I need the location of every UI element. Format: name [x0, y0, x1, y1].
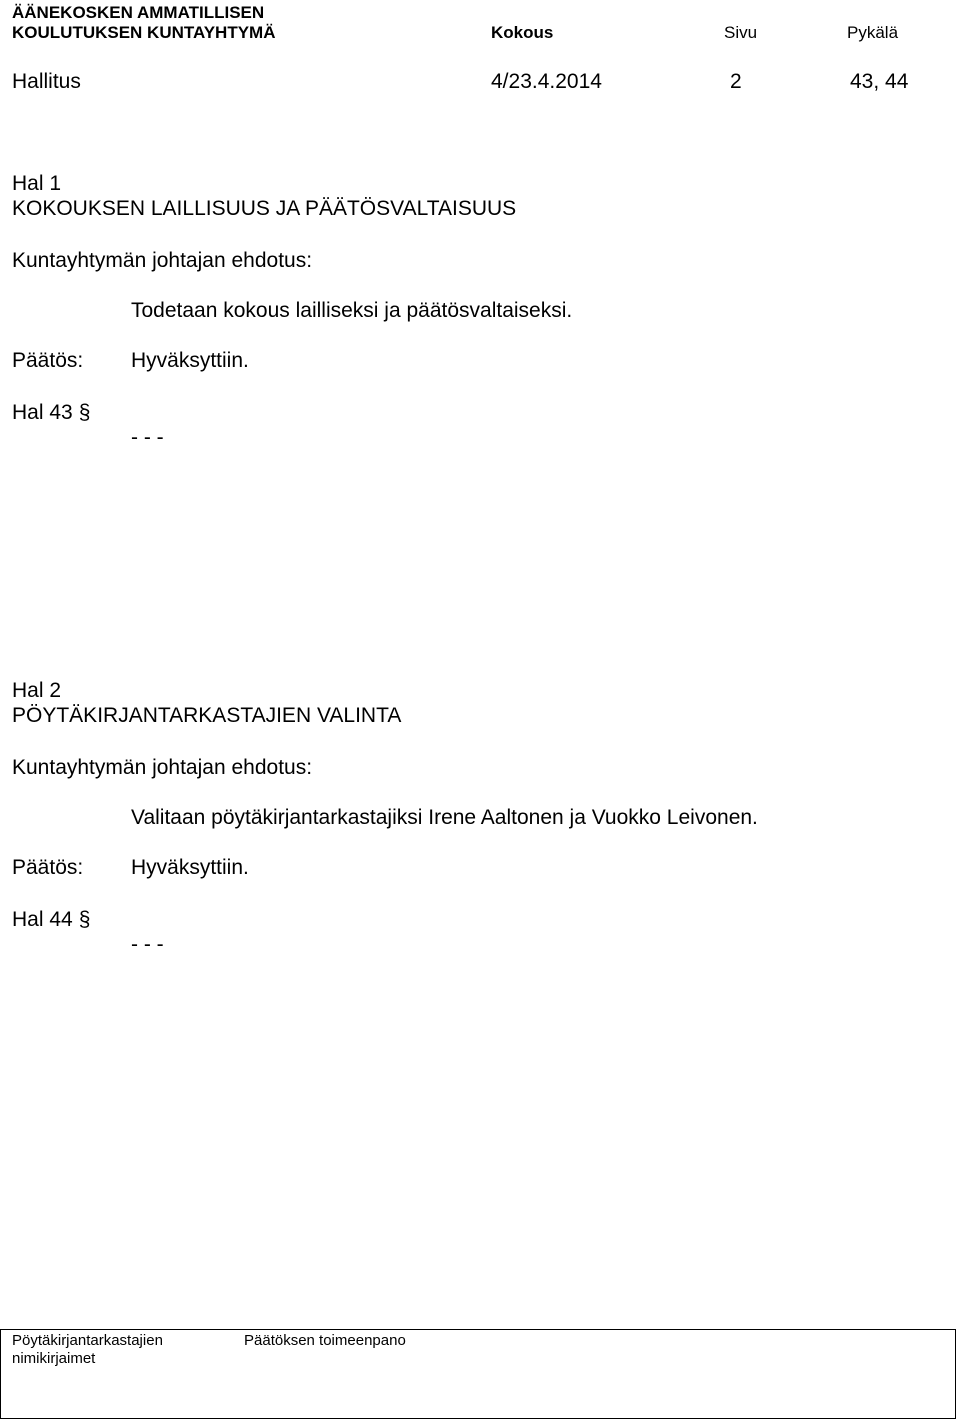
organization-name-line1: ÄÄNEKOSKEN AMMATILLISEN [12, 3, 265, 22]
decision-label: Päätös: [12, 349, 84, 372]
signatures-label-line2: nimikirjaimet [12, 1350, 96, 1367]
decision-text: Hyväksyttiin. [131, 349, 249, 372]
page-column-label: Sivu [724, 23, 758, 42]
decision-label: Päätös: [12, 856, 84, 879]
item-separator: - - - [131, 426, 164, 449]
section-numbers: 43, 44 [850, 70, 909, 93]
body-name: Hallitus [12, 70, 81, 93]
hal-number: Hal 1 [12, 172, 62, 195]
section-column-label: Pykälä [847, 23, 899, 42]
footer-signature-box [0, 1329, 956, 1419]
execution-label: Päätöksen toimeenpano [244, 1332, 406, 1349]
proposal-label: Kuntayhtymän johtajan ehdotus: [12, 249, 313, 272]
proposal-text: Todetaan kokous lailliseksi ja päätösvaltaiseksi. [131, 299, 573, 322]
signatures-label-line1: Pöytäkirjantarkastajien [12, 1332, 163, 1349]
meeting-column-label: Kokous [491, 23, 554, 42]
page-number: 2 [730, 70, 742, 93]
decision-text: Hyväksyttiin. [131, 856, 249, 879]
meeting-value: 4/23.4.2014 [491, 70, 602, 93]
organization-name-line2: KOULUTUKSEN KUNTAYHTYMÄ [12, 23, 276, 42]
section-sign-icon: § [78, 908, 91, 931]
item-title: KOKOUKSEN LAILLISUUS JA PÄÄTÖSVALTAISUUS [12, 197, 517, 220]
section-reference [12, 401, 90, 425]
section-sign-icon: § [78, 401, 91, 424]
proposal-text: Valitaan pöytäkirjantarkastajiksi Irene Aaltonen ja Vuokko Leivonen. [131, 806, 758, 829]
section-reference [12, 908, 90, 932]
section-ref-label: Hal 43 [12, 401, 73, 424]
item-separator: - - - [131, 933, 164, 956]
section-ref-label: Hal 44 [12, 908, 73, 931]
item-title: PÖYTÄKIRJANTARKASTAJIEN VALINTA [12, 704, 402, 727]
hal-number: Hal 2 [12, 679, 62, 702]
proposal-label: Kuntayhtymän johtajan ehdotus: [12, 756, 313, 779]
